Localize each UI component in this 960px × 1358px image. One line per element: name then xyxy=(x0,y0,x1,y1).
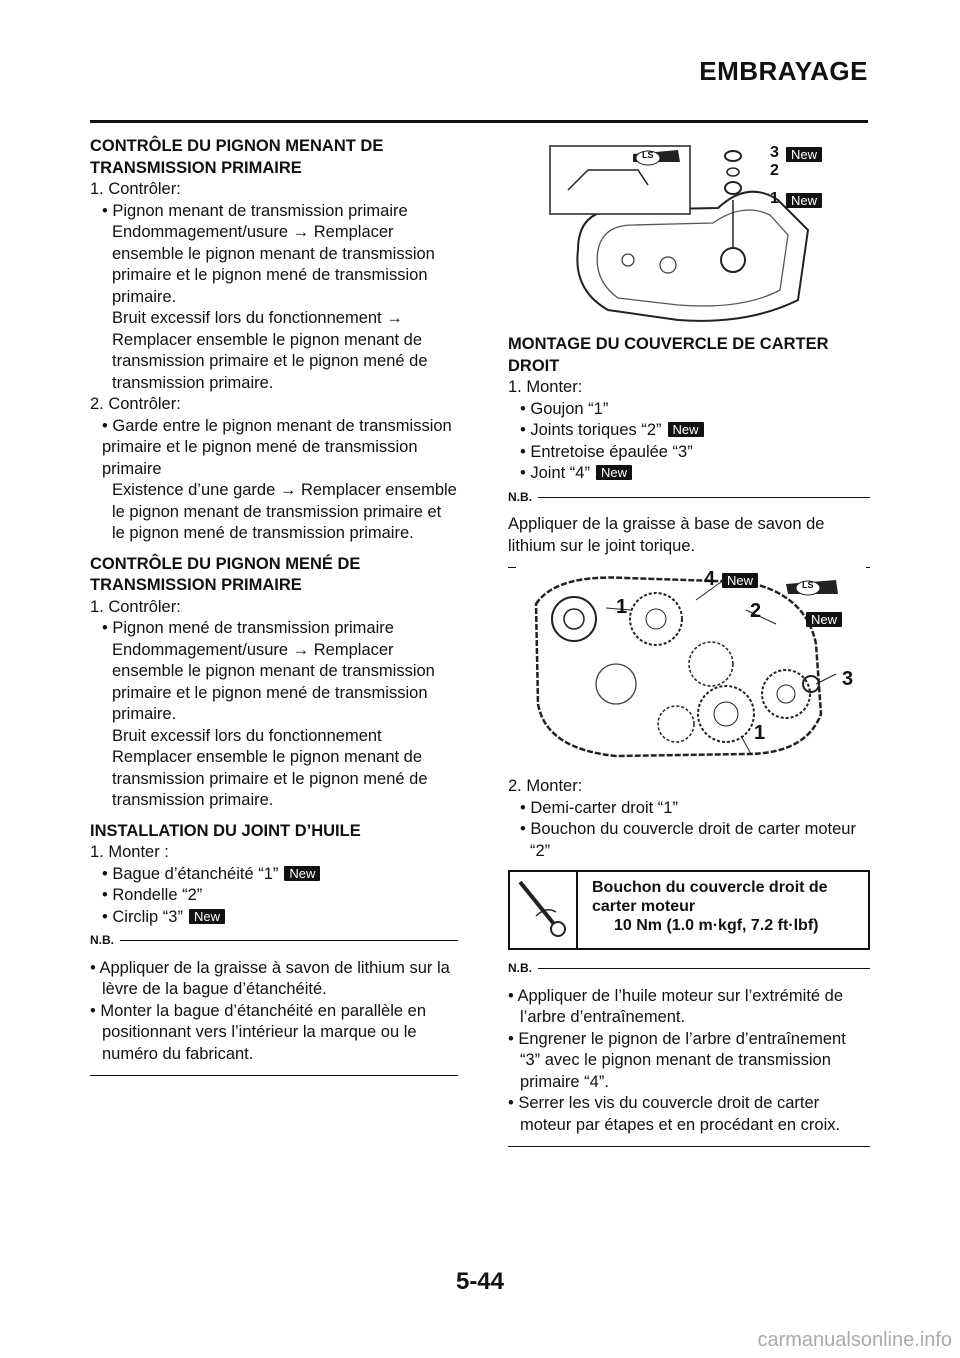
torque-title: Bouchon du couvercle droit de carter moteur xyxy=(592,879,828,915)
note-item: Appliquer de la graisse à base de savon de lithium sur le joint torique. xyxy=(508,515,825,555)
note-item: • Appliquer de la graisse à savon de lithium sur la lèvre de la bague d’étanchéité. xyxy=(90,958,450,998)
section-heading: CONTRÔLE DU PIGNON MENANT DE TRANSMISSION PRIMAIRE xyxy=(90,137,384,177)
note-header xyxy=(508,487,870,509)
callout-3: 3 xyxy=(770,144,779,161)
section-cover-install xyxy=(508,334,870,568)
note-item: • Appliquer de l’huile moteur sur l’extrémité de l’arbre d’entraînement. xyxy=(508,986,844,1026)
new-badge: New xyxy=(786,193,822,208)
note-rule xyxy=(90,1075,458,1076)
step: 1. Contrôler: xyxy=(90,180,181,198)
page-title: EMBRAYAGE xyxy=(699,56,868,86)
bullet: • Pignon menant de transmission primaire xyxy=(102,201,408,220)
bullet: • Rondelle “2” xyxy=(102,886,203,904)
section-heading: INSTALLATION DU JOINT D’HUILE xyxy=(90,821,361,840)
note-item: • Engrener le pignon de l’arbre d’entraînement “3” avec le pignon menant de transmission primaire “4”. xyxy=(508,1029,846,1091)
callout-4: 4 xyxy=(704,568,716,590)
instruction-text: Bruit excessif lors du fonctionnement → Remplacer ensemble le pignon menant de transmission primaire et le pignon mené de transmission primaire. xyxy=(112,309,428,392)
torque-value: 10 Nm (1.0 m·kgf, 7.2 ft·lbf) xyxy=(614,917,819,934)
note-label: N.B. xyxy=(90,933,114,947)
bullet xyxy=(90,907,458,929)
crankcase-illustration xyxy=(548,140,868,330)
note-item: • Monter la bague d’étanchéité en parallèle en positionnant vers l’intérieur la marque ou le numéro du fabricant. xyxy=(90,1001,427,1063)
header-rule xyxy=(90,120,868,123)
ls-label: LS xyxy=(802,580,814,590)
bullet: • Pignon mené de transmission primaire xyxy=(102,619,394,637)
note-rule xyxy=(508,1146,870,1147)
bullet: • Goujon “1” xyxy=(520,399,609,418)
note-label: N.B. xyxy=(508,489,532,504)
new-badge: New xyxy=(668,422,704,437)
step: 1. Monter : xyxy=(90,843,169,861)
callout-1: 1 xyxy=(754,722,766,744)
callout-3: 3 xyxy=(842,668,854,690)
note-header xyxy=(508,958,870,980)
bullet: • Garde entre le pignon menant de transmission primaire et le pignon mené de transmission primaire xyxy=(102,416,452,478)
section-heading: CONTRÔLE DU PIGNON MENÉ DE TRANSMISSION PRIMAIRE xyxy=(90,554,361,594)
new-badge: New xyxy=(806,612,842,627)
section-heading: MONTAGE DU COUVERCLE DE CARTER DROIT xyxy=(508,335,829,375)
step: 1. Contrôler: xyxy=(90,597,181,616)
bullet: • Entretoise épaulée “3” xyxy=(520,442,693,461)
watermark: carmanualsonline.info xyxy=(757,1329,952,1351)
bullet: • Bouchon du couvercle droit de carter moteur “2” xyxy=(520,820,856,860)
bullet-text: • Circlip “3” xyxy=(102,907,183,926)
bullet: • Demi-carter droit “1” xyxy=(520,798,678,817)
callout-1: 1 xyxy=(770,190,779,207)
callout-1: 1 xyxy=(616,596,628,618)
page-number: 5-44 xyxy=(455,1268,505,1295)
figure-gears xyxy=(516,564,866,772)
bullet-text: • Bague d’étanchéité “1” xyxy=(102,864,279,883)
bullet xyxy=(90,864,458,886)
section-primary-drive-gear xyxy=(90,136,458,545)
instruction-text: Endommagement/usure → Remplacer ensemble le pignon menant de transmission primaire et le pignon mené de transmission primaire. xyxy=(112,640,435,723)
torque-wrench-icon xyxy=(510,872,578,948)
new-badge: New xyxy=(722,573,758,588)
instruction-text: Bruit excessif lors du fonctionnement Remplacer ensemble le pignon menant de transmission primaire et le pignon mené de transmission primaire. xyxy=(112,726,428,809)
callout-2: 2 xyxy=(750,600,762,622)
gear-illustration xyxy=(516,564,866,772)
bullet xyxy=(508,463,870,485)
new-badge: New xyxy=(596,465,632,480)
step: 2. Monter: xyxy=(508,777,583,795)
instruction-text: Existence d’une garde → Remplacer ensemble le pignon menant de transmission primaire et le pignon mené de transmission primaire. xyxy=(112,481,457,542)
step: 1. Monter: xyxy=(508,378,583,396)
torque-spec-box xyxy=(508,870,870,950)
section-primary-driven-gear xyxy=(90,554,458,812)
callout-2: 2 xyxy=(770,162,779,179)
bullet-text: • Joints toriques “2” xyxy=(520,421,662,439)
section-cover-mount xyxy=(508,776,870,1147)
new-badge: New xyxy=(786,147,822,162)
bullet-text: • Joint “4” xyxy=(520,464,590,482)
bullet xyxy=(508,420,870,442)
note-item: • Serrer les vis du couvercle droit de carter moteur par étapes et en procédant en croix. xyxy=(508,1094,841,1134)
new-badge: New xyxy=(284,866,320,881)
left-column xyxy=(90,136,458,1085)
figure-crankcase-cover xyxy=(548,140,868,330)
instruction-text: Endommagement/usure → Remplacer ensemble le pignon menant de transmission primaire et le pignon mené de transmission primaire. xyxy=(112,223,435,306)
new-badge: New xyxy=(189,909,225,924)
note-label: N.B. xyxy=(508,961,532,975)
section-oil-seal xyxy=(90,821,458,1077)
step: 2. Contrôler: xyxy=(90,395,181,413)
ls-label: LS xyxy=(642,150,654,160)
note-header xyxy=(90,930,458,952)
